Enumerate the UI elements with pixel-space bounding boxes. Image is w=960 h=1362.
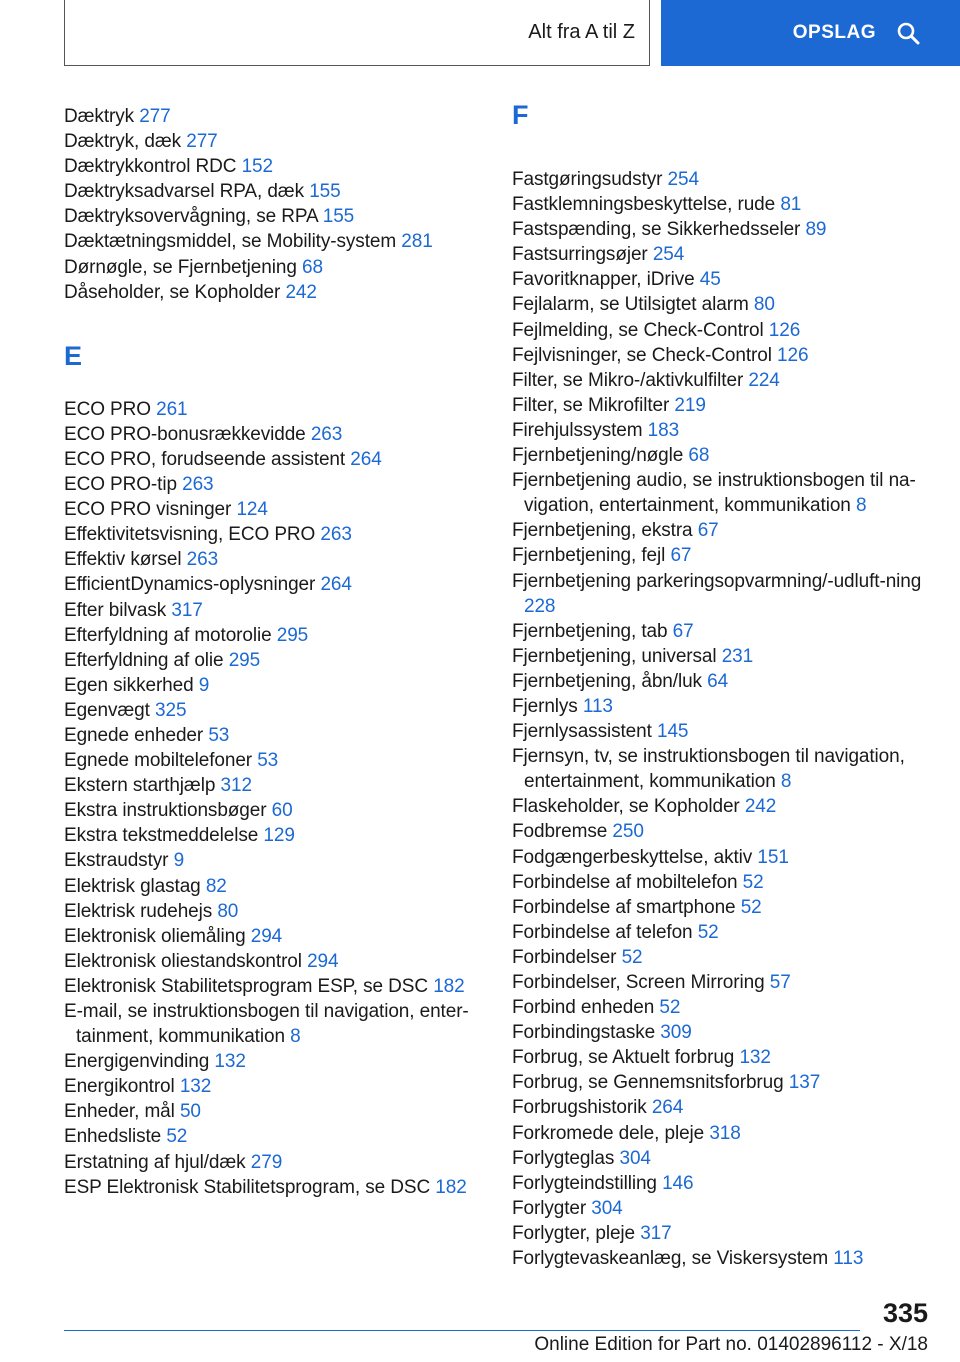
index-group-e xyxy=(64,397,484,1200)
index-entry-term: Elektrisk glastag xyxy=(64,875,201,897)
index-entry-term: Elektronisk oliestandskontrol xyxy=(64,950,302,972)
index-entry-term: Fodgængerbeskyttelse, aktiv xyxy=(512,846,753,868)
index-entry xyxy=(64,848,484,873)
index-entry-term: Forbindelse af mobiltelefon xyxy=(512,871,738,893)
index-entry xyxy=(512,1246,932,1271)
index-entry xyxy=(64,673,484,698)
index-entry-page-link[interactable]: 155 xyxy=(322,206,355,228)
index-entry-term: Effektivitetsvisning, ECO PRO xyxy=(64,524,316,546)
index-entry-term: Dørnøgle, se Fjernbetjening xyxy=(64,256,297,278)
index-entry xyxy=(64,623,484,648)
index-entry-term: Fjernbetjening, åbn/luk xyxy=(512,670,702,692)
index-entry xyxy=(512,418,932,443)
index-group-d xyxy=(64,104,484,305)
index-entry-page-link[interactable]: 45 xyxy=(699,269,721,291)
index-entry-page-link[interactable]: 113 xyxy=(833,1248,864,1270)
index-entry-page-link[interactable]: 8 xyxy=(855,495,867,517)
index-entry xyxy=(64,1124,484,1149)
index-entry xyxy=(512,694,932,719)
index-entry-page-link[interactable]: 132 xyxy=(214,1051,246,1073)
index-entry-page-link[interactable]: 64 xyxy=(707,670,729,692)
index-column-right xyxy=(512,100,932,1271)
index-entry xyxy=(512,217,932,242)
index-entry xyxy=(64,447,484,472)
index-entry-page-link[interactable]: 146 xyxy=(662,1172,694,1194)
index-entry-page-link[interactable]: 132 xyxy=(179,1076,212,1098)
index-entry xyxy=(512,644,932,669)
index-entry-term: ECO PRO visninger xyxy=(64,499,232,521)
index-entry xyxy=(512,318,932,343)
index-entry xyxy=(512,819,932,844)
index-column-left xyxy=(64,104,484,1200)
index-entry-page-link[interactable]: 242 xyxy=(744,796,777,818)
index-entry xyxy=(64,154,484,179)
section-letter-f: F xyxy=(512,100,529,130)
index-entry-page-link[interactable]: 80 xyxy=(753,294,775,316)
tab-alt-fra-a-til-z[interactable] xyxy=(64,0,650,66)
index-entry-term: Elektronisk Stabilitetsprogram ESP, se DSC xyxy=(64,975,428,997)
index-entry-term: Fastspænding, se Sikkerhedsseler xyxy=(512,219,801,241)
index-entry xyxy=(64,1074,484,1099)
index-entry-page-link[interactable]: 89 xyxy=(805,219,827,241)
index-entry xyxy=(512,920,932,945)
index-entry-term: ECO PRO xyxy=(64,398,151,420)
index-entry xyxy=(64,104,484,129)
index-entry-term: Fjernlysassistent xyxy=(512,721,652,743)
index-entry xyxy=(512,970,932,995)
index-entry-page-link[interactable]: 151 xyxy=(757,846,789,868)
index-entry xyxy=(64,280,484,305)
index-entry-term: Energigenvinding xyxy=(64,1051,210,1073)
index-entry xyxy=(512,870,932,895)
index-entry-page-link[interactable]: 50 xyxy=(179,1101,201,1123)
index-entry-page-link[interactable]: 254 xyxy=(667,169,699,190)
index-entry-term: Fjernbetjening, universal xyxy=(512,645,717,667)
index-entry-term: Filter, se Mikro-/aktivkulfilter xyxy=(512,369,744,391)
index-entry-page-link[interactable]: 67 xyxy=(670,545,692,567)
index-entry-term: Forbindingstaske xyxy=(512,1022,656,1044)
index-entry-term: Firehjulssystem xyxy=(512,419,643,441)
index-entry xyxy=(64,648,484,673)
search-icon xyxy=(896,21,920,45)
index-entry-page-link[interactable]: 126 xyxy=(777,344,809,366)
index-entry-term: Fjernbetjening parkeringsopvarmning/-udluft-ning xyxy=(512,570,922,592)
index-entry-term: Ekstern starthjælp xyxy=(64,775,216,797)
index-entry-page-link[interactable]: 8 xyxy=(290,1026,301,1048)
index-entry-page-link[interactable]: 277 xyxy=(139,106,171,127)
index-entry-page-link[interactable]: 53 xyxy=(257,750,279,772)
index-entry-page-link[interactable]: 231 xyxy=(721,645,754,667)
index-entry-term: Dæktætningsmiddel, se Mobility-system xyxy=(64,231,397,253)
index-entry xyxy=(64,1049,484,1074)
index-entry-page-link[interactable]: 279 xyxy=(250,1151,283,1173)
index-entry-term: Forlygtevaskeanlæg, se Viskersystem xyxy=(512,1248,829,1270)
index-entry-page-link[interactable]: 9 xyxy=(198,674,210,696)
index-entry xyxy=(512,368,932,393)
index-entry-page-link[interactable]: 294 xyxy=(307,950,339,972)
index-entry xyxy=(512,1171,932,1196)
index-entry-page-link[interactable]: 264 xyxy=(651,1097,684,1119)
index-entry xyxy=(64,874,484,899)
index-entry-term: ECO PRO-bonusrækkevidde xyxy=(64,423,306,445)
index-entry xyxy=(64,572,484,597)
index-entry xyxy=(64,823,484,848)
index-entry-term: Fjernbetjening audio, se instruktionsbogen til na-vigation, entertainment, kommunikation xyxy=(512,470,916,517)
index-entry-term: Efterfyldning af olie xyxy=(64,649,224,671)
index-entry xyxy=(512,393,932,418)
index-entry xyxy=(512,1020,932,1045)
footer-edition: Online Edition for Part no. 01402896112 - X/18 xyxy=(534,1334,928,1355)
index-entry-page-link[interactable]: 126 xyxy=(768,319,801,341)
index-entry-page-link[interactable]: 52 xyxy=(659,997,681,1019)
index-entry-term: Elektronisk oliemåling xyxy=(64,925,246,947)
index-entry-term: Forbindelser xyxy=(512,946,617,968)
index-entry-page-link[interactable]: 67 xyxy=(697,520,719,542)
index-entry-page-link[interactable]: 52 xyxy=(697,921,719,943)
index-entry xyxy=(512,1221,932,1246)
index-entry-page-link[interactable]: 80 xyxy=(217,900,239,922)
index-entry-term: Ekstraudstyr xyxy=(64,850,169,872)
index-entry-page-link[interactable]: 263 xyxy=(182,474,214,496)
index-entry xyxy=(512,267,932,292)
index-entry-term: Egen sikkerhed xyxy=(64,674,194,696)
index-entry xyxy=(64,497,484,522)
index-entry xyxy=(64,748,484,773)
index-entry-page-link[interactable]: 53 xyxy=(208,724,230,746)
index-entry xyxy=(512,1146,932,1171)
index-entry-page-link[interactable]: 317 xyxy=(171,599,203,621)
index-entry-page-link[interactable]: 263 xyxy=(186,549,219,571)
index-entry xyxy=(64,255,484,280)
index-entry-page-link[interactable]: 318 xyxy=(709,1122,741,1144)
index-entry xyxy=(64,1150,484,1175)
page-header xyxy=(0,0,960,66)
index-entry-term: Flaskeholder, se Kopholder xyxy=(512,796,740,818)
index-entry-term: Forbindelse af smartphone xyxy=(512,896,736,918)
index-entry-page-link[interactable]: 132 xyxy=(739,1047,771,1069)
index-entry-term: Forbindelse af telefon xyxy=(512,921,693,943)
index-entry xyxy=(64,1175,484,1200)
index-entry-term: Egnede mobiltelefoner xyxy=(64,750,253,772)
index-entry xyxy=(64,949,484,974)
index-entry-page-link[interactable]: 57 xyxy=(769,972,791,993)
index-entry-page-link[interactable]: 67 xyxy=(672,620,694,642)
index-entry xyxy=(512,995,932,1020)
index-entry xyxy=(512,794,932,819)
index-entry xyxy=(512,744,932,794)
index-entry-page-link[interactable]: 295 xyxy=(276,624,309,646)
index-entry-term: Ekstra instruktionsbøger xyxy=(64,800,267,822)
index-entry xyxy=(512,845,932,870)
index-entry-term: Fejlmelding, se Check-Control xyxy=(512,319,764,341)
index-entry-page-link[interactable]: 263 xyxy=(320,524,352,546)
index-entry xyxy=(64,974,484,999)
index-entry-term: Forkromede dele, pleje xyxy=(512,1122,705,1144)
index-entry xyxy=(64,999,484,1049)
index-entry-term: Fjernsyn, tv, se instruktionsbogen til navigation, entertainment, kommunikation xyxy=(512,746,905,793)
index-entry-term: Ekstra tekstmeddelelse xyxy=(64,825,259,847)
index-entry-term: Forbrugshistorik xyxy=(512,1097,647,1119)
index-entry xyxy=(512,719,932,744)
index-entry-term: Dæktrykkontrol RDC xyxy=(64,156,237,178)
index-entry-page-link[interactable]: 281 xyxy=(401,231,433,253)
index-entry-term: Fodbremse xyxy=(512,821,608,843)
index-entry-page-link[interactable]: 250 xyxy=(612,821,644,843)
page-number: 335 xyxy=(882,1298,928,1328)
index-entry-term: Forlygteglas xyxy=(512,1147,615,1169)
index-entry-page-link[interactable]: 82 xyxy=(205,875,227,897)
index-entry-term: E-mail, se instruktionsbogen til navigation, enter-tainment, kommunikation xyxy=(64,1001,469,1048)
index-entry-term: Favoritknapper, iDrive xyxy=(512,269,695,291)
index-entry-term: ECO PRO, forudseende assistent xyxy=(64,448,346,470)
index-entry xyxy=(64,547,484,572)
index-entry xyxy=(512,543,932,568)
index-entry xyxy=(64,1099,484,1124)
index-entry-page-link[interactable]: 325 xyxy=(155,699,187,721)
index-entry xyxy=(64,924,484,949)
index-entry-page-link[interactable]: 294 xyxy=(250,925,283,947)
index-entry-term: Dæktryksadvarsel RPA, dæk xyxy=(64,181,304,203)
index-entry xyxy=(512,619,932,644)
index-entry-page-link[interactable]: 145 xyxy=(656,721,689,743)
index-entry-page-link[interactable]: 113 xyxy=(582,695,613,717)
index-entry-page-link[interactable]: 242 xyxy=(285,281,317,303)
index-entry-term: Erstatning af hjul/dæk xyxy=(64,1151,246,1173)
index-entry-term: Egenvægt xyxy=(64,699,150,721)
index-entry xyxy=(512,468,932,518)
index-entry-term: Dæktryk xyxy=(64,106,135,127)
index-entry xyxy=(512,1095,932,1120)
index-entry xyxy=(512,945,932,970)
index-entry xyxy=(512,1196,932,1221)
index-entry-page-link[interactable]: 60 xyxy=(271,800,293,822)
index-entry-page-link[interactable]: 264 xyxy=(320,574,352,596)
index-entry xyxy=(64,229,484,254)
index-entry-page-link[interactable]: 182 xyxy=(435,1176,467,1198)
index-entry-term: Filter, se Mikrofilter xyxy=(512,394,670,416)
index-entry-page-link[interactable]: 52 xyxy=(742,871,764,893)
index-entry-page-link[interactable]: 277 xyxy=(186,131,218,153)
index-entry-term: Forbrug, se Gennemsnitsforbrug xyxy=(512,1072,784,1094)
index-entry-term: Fjernbetjening, fejl xyxy=(512,545,666,567)
index-entry-page-link[interactable]: 263 xyxy=(310,423,343,445)
index-entry-page-link[interactable]: 137 xyxy=(788,1072,821,1094)
index-entry xyxy=(512,1045,932,1070)
index-entry-term: Dåseholder, se Kopholder xyxy=(64,281,281,303)
index-entry-term: Dæktryk, dæk xyxy=(64,131,182,153)
index-entry xyxy=(512,167,932,192)
index-entry-term: Elektrisk rudehejs xyxy=(64,900,213,922)
search-label: OPSLAG xyxy=(792,22,876,43)
tab-label: Alt fra A til Z xyxy=(528,21,635,43)
index-entry-page-link[interactable]: 124 xyxy=(236,499,268,521)
index-entry-term: EfficientDynamics-oplysninger xyxy=(64,574,316,596)
index-entry xyxy=(512,443,932,468)
index-entry xyxy=(512,669,932,694)
index-entry-page-link[interactable]: 9 xyxy=(173,850,185,872)
index-entry-term: Fastsurringsøjer xyxy=(512,244,648,266)
index-entry-term: Fjernbetjening, ekstra xyxy=(512,520,693,542)
index-entry-page-link[interactable]: 295 xyxy=(228,649,261,671)
index-entry xyxy=(64,899,484,924)
index-entry-term: Fjernbetjening/nøgle xyxy=(512,445,684,467)
index-entry-term: Energikontrol xyxy=(64,1076,175,1098)
index-entry-page-link[interactable]: 8 xyxy=(780,771,792,793)
index-entry xyxy=(512,192,932,217)
index-entry-page-link[interactable]: 264 xyxy=(350,448,382,470)
index-entry-page-link[interactable]: 52 xyxy=(166,1126,188,1148)
index-entry-term: Efter bilvask xyxy=(64,599,167,621)
index-entry-page-link[interactable]: 183 xyxy=(647,419,680,441)
index-entry-page-link[interactable]: 224 xyxy=(748,369,780,391)
index-entry-page-link[interactable]: 304 xyxy=(619,1147,651,1169)
index-entry xyxy=(64,179,484,204)
index-entry-page-link[interactable]: 182 xyxy=(433,975,465,997)
index-entry-term: Forlygter xyxy=(512,1197,587,1219)
index-entry-page-link[interactable]: 312 xyxy=(220,775,252,797)
index-group-f xyxy=(512,167,932,1271)
index-entry-term: Enhedsliste xyxy=(64,1126,162,1148)
index-entry-term: Egnede enheder xyxy=(64,724,204,746)
index-entry-term: Fastklemningsbeskyttelse, rude xyxy=(512,194,776,216)
index-entry-term: Effektiv kørsel xyxy=(64,549,182,571)
index-entry-term: ESP Elektronisk Stabilitetsprogram, se DSC xyxy=(64,1176,431,1198)
index-entry xyxy=(64,773,484,798)
index-entry-page-link[interactable]: 254 xyxy=(652,244,685,266)
index-entry-page-link[interactable]: 129 xyxy=(263,825,295,847)
index-entry xyxy=(512,242,932,267)
index-entry-page-link[interactable]: 68 xyxy=(688,445,710,467)
index-entry xyxy=(64,422,484,447)
index-entry xyxy=(64,723,484,748)
index-entry-page-link[interactable]: 68 xyxy=(301,256,323,278)
index-entry-page-link[interactable]: 309 xyxy=(660,1022,692,1044)
index-entry-term: Forlygteindstilling xyxy=(512,1172,657,1194)
index-entry-term: Dæktryksovervågning, se RPA xyxy=(64,206,318,228)
index-entry-page-link[interactable]: 219 xyxy=(674,394,706,416)
index-entry xyxy=(64,522,484,547)
index-entry-term: Fejlvisninger, se Check-Control xyxy=(512,344,772,366)
index-entry xyxy=(512,895,932,920)
index-entry-page-link[interactable]: 52 xyxy=(621,946,643,968)
index-entry-term: Fjernlys xyxy=(512,695,578,717)
index-entry-page-link[interactable]: 155 xyxy=(309,181,341,203)
index-entry xyxy=(512,518,932,543)
index-entry-page-link[interactable]: 261 xyxy=(156,398,188,420)
index-entry-term: Enheder, mål xyxy=(64,1101,175,1123)
index-entry xyxy=(512,292,932,317)
index-entry xyxy=(64,798,484,823)
index-entry-page-link[interactable]: 317 xyxy=(640,1222,672,1244)
index-entry-term: Efterfyldning af motorolie xyxy=(64,624,272,646)
footer-divider xyxy=(64,1330,860,1331)
index-entry xyxy=(512,569,932,619)
index-entry xyxy=(64,698,484,723)
index-entry-term: Fjernbetjening, tab xyxy=(512,620,668,642)
search-tab[interactable] xyxy=(661,0,960,66)
index-entry xyxy=(512,343,932,368)
index-entry-page-link[interactable]: 304 xyxy=(591,1197,623,1219)
index-entry-page-link[interactable]: 228 xyxy=(524,595,556,617)
index-entry xyxy=(64,598,484,623)
index-entry-term: Fastgøringsudstyr xyxy=(512,169,663,190)
index-entry-term: Forbrug, se Aktuelt forbrug xyxy=(512,1047,735,1069)
index-entry-page-link[interactable]: 152 xyxy=(241,156,273,178)
index-entry xyxy=(64,472,484,497)
index-entry xyxy=(64,129,484,154)
section-letter-e: E xyxy=(64,341,83,372)
index-entry xyxy=(64,204,484,229)
index-entry xyxy=(64,397,484,422)
index-entry-term: Fejlalarm, se Utilsigtet alarm xyxy=(512,294,749,316)
index-entry-page-link[interactable]: 52 xyxy=(740,896,762,918)
index-entry-term: Forbind enheden xyxy=(512,997,655,1019)
index-entry xyxy=(512,1121,932,1146)
index-entry-term: ECO PRO-tip xyxy=(64,474,177,496)
index-entry xyxy=(512,1070,932,1095)
index-entry-term: Forbindelser, Screen Mirroring xyxy=(512,972,765,993)
index-entry-term: Forlygter, pleje xyxy=(512,1222,636,1244)
index-entry-page-link[interactable]: 81 xyxy=(780,194,802,216)
